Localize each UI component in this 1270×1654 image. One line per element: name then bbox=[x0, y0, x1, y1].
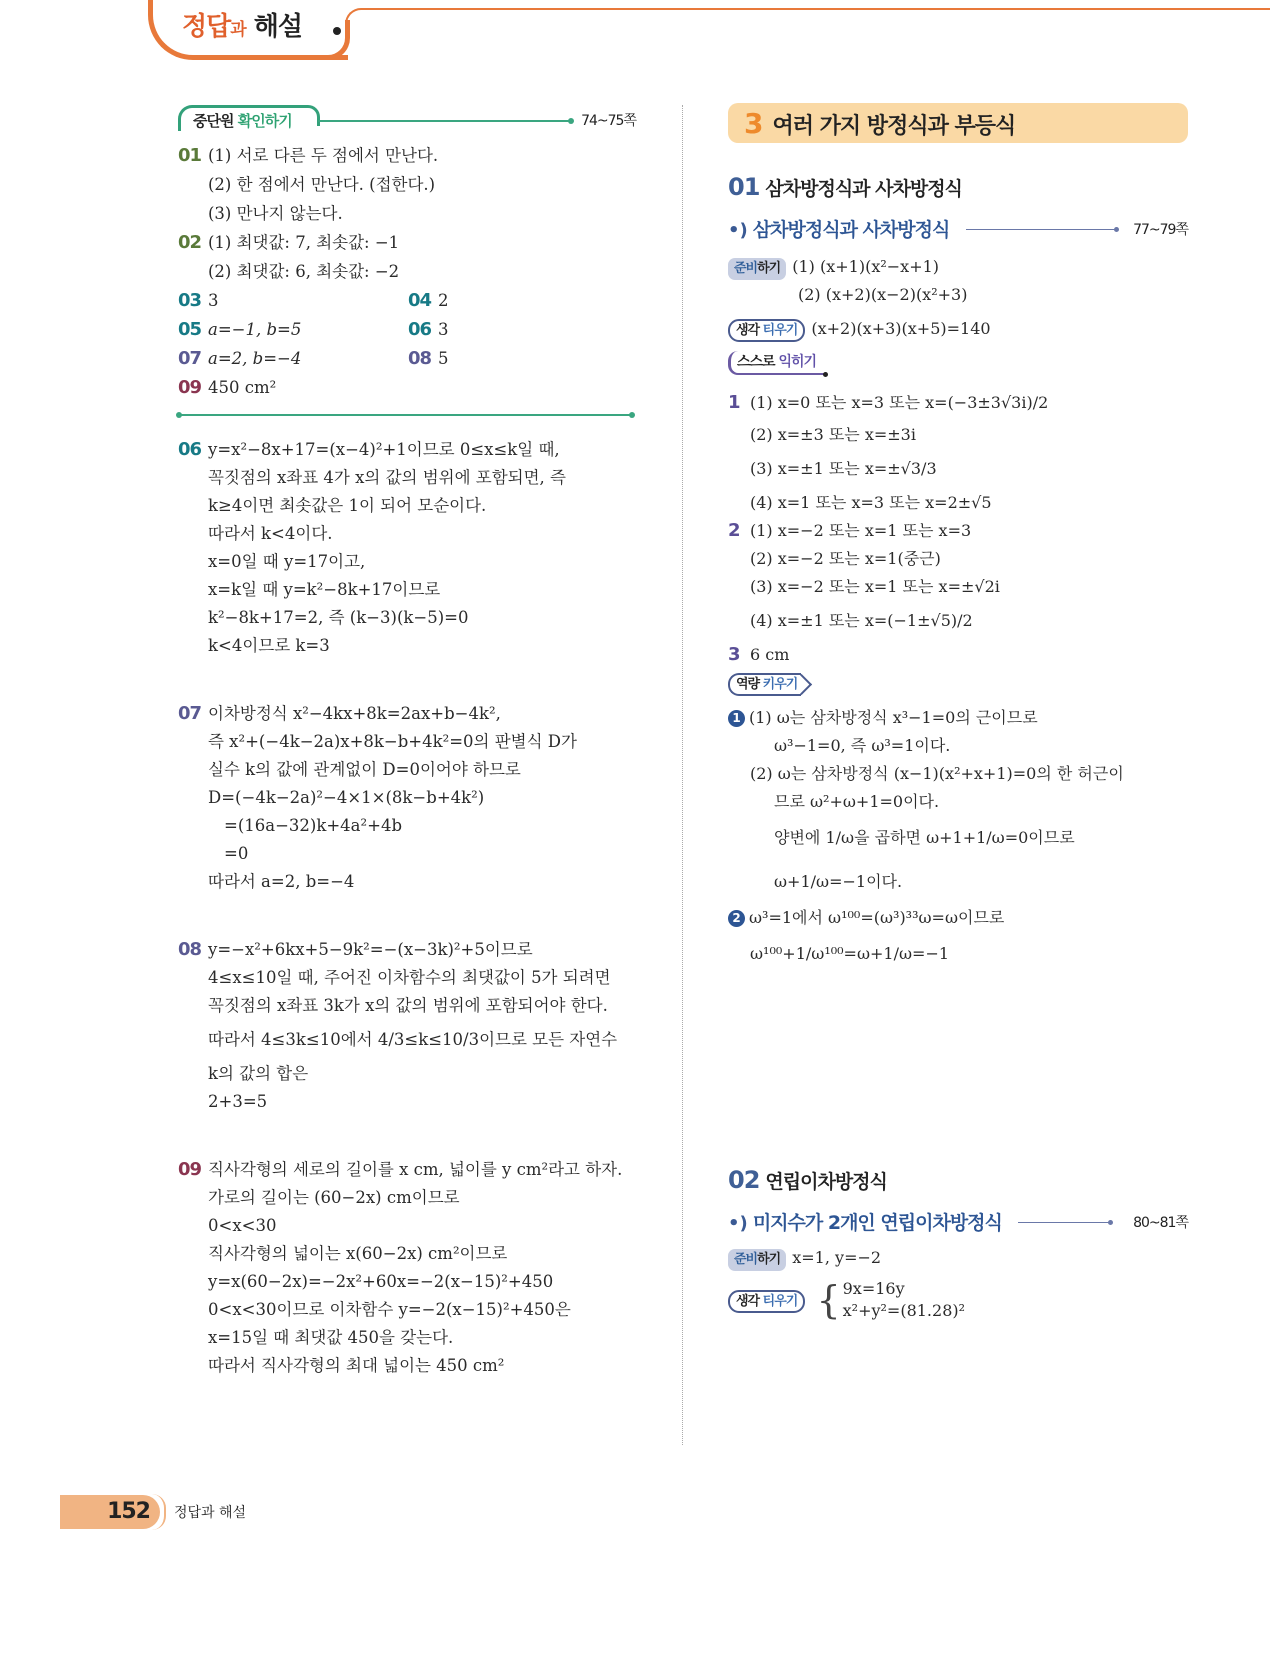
answer-08: 08 5 bbox=[408, 348, 449, 369]
answer-07: 07 a=2, b=−4 bbox=[178, 348, 302, 369]
topic-rule bbox=[966, 229, 1116, 230]
power-line: 므로 ω²+ω+1=0이다. bbox=[774, 792, 940, 811]
solution-line: 가로의 길이는 (60−2x) cm이므로 bbox=[208, 1188, 460, 1207]
solution-line: 따라서 k<4이다. bbox=[208, 524, 333, 543]
solution-line: 따라서 직사각형의 최대 넓이는 450 cm² bbox=[208, 1356, 505, 1375]
solution-line: 2+3=5 bbox=[208, 1092, 268, 1111]
footer-decoration-arc bbox=[152, 1494, 166, 1530]
solution-line: x=k일 때 y=k²−8k+17이므로 bbox=[208, 580, 441, 599]
solution-line: k의 값의 합은 bbox=[208, 1064, 309, 1083]
power-line: ω¹⁰⁰+1/ω¹⁰⁰=ω+1/ω=−1 bbox=[750, 944, 950, 963]
solution-line: k<4이므로 k=3 bbox=[208, 636, 330, 655]
answer-line: (2) 한 점에서 만난다. (접한다.) bbox=[208, 175, 436, 194]
header-rule bbox=[345, 8, 1270, 28]
answer-pair bbox=[178, 286, 638, 315]
green-divider bbox=[178, 414, 633, 416]
think-block-2 bbox=[728, 1278, 1188, 1322]
solution-line: k≥4이면 최솟값은 1이 되어 모순이다. bbox=[208, 496, 487, 515]
ready-tag: 준비하기 bbox=[728, 258, 786, 280]
solution-line: 0<x<30이므로 이차함수 y=−2(x−15)²+450은 bbox=[208, 1300, 571, 1319]
think-tag: 생각 티우기 bbox=[728, 1290, 805, 1313]
section-title-01: 01 삼차방정식과 사차방정식 bbox=[728, 173, 962, 201]
ready-block: 준비하기 (1) (x+1)(x²−x+1) (2) (x+2)(x−2)(x²+3) bbox=[728, 253, 1188, 309]
power-line: ω³−1=0, 즉 ω³=1이다. bbox=[774, 736, 951, 755]
left-column bbox=[178, 105, 638, 1420]
column-divider bbox=[682, 105, 683, 1445]
self-practice-header bbox=[728, 351, 1188, 375]
header-dot bbox=[333, 27, 341, 35]
power-tag: 역량 키우기 bbox=[728, 673, 801, 696]
topic-bullet-icon: •) bbox=[728, 220, 748, 241]
ready-line: (2) (x+2)(x−2)(x²+3) bbox=[798, 285, 968, 304]
solution-line: D=(−4k−2a)²−4×1×(8k−b+4k²) bbox=[208, 788, 485, 807]
solution-06: 06 y=x²−8x+17=(x−4)²+1이므로 0≤x≤k일 때, 꼭짓점의 x좌표 4가 x의 값의 범위에 포함되면, 즉 k≥4이면 최솟값은 1이 되어 모순이다. 따라서 k<4이다. x=0일 때 y=17이고, x=k일 때 y=k²−8k+17이므로 k²−8k+17=2, 즉 (k−3)(k−5)=0 k<4이므로 k=3 bbox=[178, 436, 638, 660]
solution-line: =(16a−32)k+4a²+4b bbox=[224, 816, 403, 835]
solution-line: x=0일 때 y=17이고, bbox=[208, 552, 366, 571]
equation-system: { 9x=16y x²+y²=(81.28)² bbox=[816, 1278, 966, 1322]
solution-line: 꼭짓점의 x좌표 3k가 x의 값의 범위에 포함되어야 한다. bbox=[208, 996, 608, 1015]
ready-block-2: 준비하기 x=1, y=−2 bbox=[728, 1244, 1188, 1272]
solution-line: 즉 x²+(−4k−2a)x+8k−b+4k²=0의 판별식 D가 bbox=[208, 732, 577, 751]
page-range: 74~75쪽 bbox=[581, 113, 636, 129]
mid-check-badge: 중단원 확인하기 bbox=[178, 105, 306, 131]
header-decoration-curve bbox=[300, 20, 350, 60]
power-line: ω+1/ω=−1이다. bbox=[774, 872, 903, 891]
think-tag: 생각 티우기 bbox=[728, 319, 805, 342]
solution-line: 직사각형의 넓이는 x(60−2x) cm²이므로 bbox=[208, 1244, 508, 1263]
answer-list bbox=[178, 141, 638, 402]
section-header-mid-check bbox=[178, 105, 638, 135]
chapter-banner: 3 여러 가지 방정식과 부등식 bbox=[728, 103, 1188, 143]
self-line: (4) x=1 또는 x=3 또는 x=2±√5 bbox=[750, 493, 992, 512]
self-line: (3) x=±1 또는 x=±√3/3 bbox=[750, 459, 937, 478]
page-range: 80~81쪽 bbox=[1133, 1215, 1188, 1231]
answer-01: 01 (1) 서로 다른 두 점에서 만난다. bbox=[178, 145, 439, 166]
circled-number-icon: 1 bbox=[728, 710, 745, 727]
self-line: (4) x=±1 또는 x=(−1±√5)/2 bbox=[750, 611, 973, 630]
answer-pair bbox=[178, 315, 638, 344]
answer-09: 09 450 cm² bbox=[178, 377, 277, 398]
self-line: (2) x=−2 또는 x=1(중근) bbox=[750, 549, 941, 568]
power-list: 1 (1) ω는 삼차방정식 x³−1=0의 근이므로 ω³−1=0, 즉 ω³=1이다. (2) ω는 삼차방정식 (x−1)(x²+x+1)=0의 한 허근이 므로 ω²+ω+1=0이다. 양변에 1/ω을 곱하면 ω+1+1/ω=0이므로 ω+1/ω=−1이다. 2 ω³=1에서 ω¹⁰⁰=(ω³)³³ω=ω이므로 ω¹⁰⁰+1/ω¹⁰⁰=ω+1/ω=−1 bbox=[728, 704, 1188, 976]
self-practice-tag: 스스로 익히기 bbox=[728, 351, 824, 375]
solution-line: 꼭짓점의 x좌표 4가 x의 값의 범위에 포함되면, 즉 bbox=[208, 468, 566, 487]
ready-tag: 준비하기 bbox=[728, 1249, 786, 1271]
think-block: 생각 티우기 (x+2)(x+3)(x+5)=140 bbox=[728, 315, 1188, 343]
topic-header: •) 삼차방정식과 사차방정식 77~79쪽 bbox=[728, 219, 1188, 241]
topic-bullet-icon: •) bbox=[728, 1213, 748, 1234]
left-brace-icon: { bbox=[816, 1278, 841, 1322]
solution-line: k²−8k+17=2, 즉 (k−3)(k−5)=0 bbox=[208, 608, 469, 627]
answer-04: 04 2 bbox=[408, 290, 449, 311]
answer-02: 02 (1) 최댓값: 7, 최솟값: −1 bbox=[178, 232, 400, 253]
solution-line: x=15일 때 최댓값 450을 갖는다. bbox=[208, 1328, 454, 1347]
solution-line: y=x(60−2x)=−2x²+60x=−2(x−15)²+450 bbox=[208, 1272, 554, 1291]
answer-03: 03 3 bbox=[178, 290, 219, 311]
answer-line: (3) 만나지 않는다. bbox=[208, 204, 343, 223]
solution-line: =0 bbox=[224, 844, 249, 863]
mid-check-rule bbox=[318, 120, 570, 122]
solution-08: 08 y=−x²+6kx+5−9k²=−(x−3k)²+5이므로 4≤x≤10일 때, 주어진 이차함수의 최댓값이 5가 되려면 꼭짓점의 x좌표 3k가 x의 값의 범위에 포함되어야 한다. 따라서 4≤3k≤10에서 4/3≤k≤10/3이므로 모든 자연수 k의 값의 합은 2+3=5 bbox=[178, 936, 638, 1116]
answer-05: 05 a=−1, b=5 bbox=[178, 319, 302, 340]
solution-line: 따라서 a=2, b=−4 bbox=[208, 872, 355, 891]
circled-number-icon: 2 bbox=[728, 910, 745, 927]
power-line: (2) ω는 삼차방정식 (x−1)(x²+x+1)=0의 한 허근이 bbox=[750, 764, 1124, 783]
page-range: 77~79쪽 bbox=[1133, 222, 1188, 238]
answer-06: 06 3 bbox=[408, 319, 449, 340]
right-column bbox=[728, 103, 1188, 1322]
solution-line: 따라서 4≤3k≤10에서 4/3≤k≤10/3이므로 모든 자연수 bbox=[208, 1030, 618, 1049]
solution-line: 실수 k의 값에 관계없이 D=0이어야 하므로 bbox=[208, 760, 521, 779]
topic-rule bbox=[1018, 1222, 1110, 1223]
answer-line: (2) 최댓값: 6, 최솟값: −2 bbox=[208, 262, 400, 281]
solution-07: 07 이차방정식 x²−4kx+8k=2ax+b−4k², 즉 x²+(−4k−2a)x+8k−b+4k²=0의 판별식 D가 실수 k의 값에 관계없이 D=0이어야 하므로 D=(−4k−2a)²−4×1×(8k−b+4k²) =(16a−32)k+4a²+4b =0 따라서 a=2, b=−4 bbox=[178, 700, 638, 896]
page-number: 152 bbox=[60, 1495, 160, 1529]
solution-line: 0<x<30 bbox=[208, 1216, 277, 1235]
self-line: (2) x=±3 또는 x=±3i bbox=[750, 425, 916, 444]
power-line: 양변에 1/ω을 곱하면 ω+1+1/ω=0이므로 bbox=[774, 828, 1075, 847]
solution-line: 4≤x≤10일 때, 주어진 이차함수의 최댓값이 5가 되려면 bbox=[208, 968, 611, 987]
section-title-02: 02 연립이차방정식 bbox=[728, 1166, 887, 1194]
page-header-title: 정답과 해설 bbox=[182, 12, 302, 42]
footer-label: 정답과 해설 bbox=[174, 1505, 247, 1521]
topic-header: •) 미지수가 2개인 연립이차방정식 80~81쪽 bbox=[728, 1212, 1188, 1234]
power-header bbox=[728, 673, 1188, 696]
self-practice-list: 1 (1) x=0 또는 x=3 또는 x=(−3±3√3i)/2 (2) x=±3 또는 x=±3i (3) x=±1 또는 x=±√3/3 (4) x=1 또는 x=3 또는 x=2±√5 2 (1) x=−2 또는 x=1 또는 x=3 (2) x=−2 또는 x=1(중근) (3) x=−2 또는 x=1 또는 x=±√2i (4) x=±1 또는 x=(−1±√5)/2 3 6 cm bbox=[728, 385, 1188, 669]
answer-pair bbox=[178, 344, 638, 373]
solution-09: 09 직사각형의 세로의 길이를 x cm, 넓이를 y cm²라고 하자. 가로의 길이는 (60−2x) cm이므로 0<x<30 직사각형의 넓이는 x(60−2x) cm²이므로 y=x(60−2x)=−2x²+60x=−2(x−15)²+450 0<x<30이므로 이차함수 y=−2(x−15)²+450은 x=15일 때 최댓값 450을 갖는다. 따라서 직사각형의 최대 넓이는 450 cm² bbox=[178, 1156, 638, 1380]
self-line: (3) x=−2 또는 x=1 또는 x=±√2i bbox=[750, 577, 1000, 596]
